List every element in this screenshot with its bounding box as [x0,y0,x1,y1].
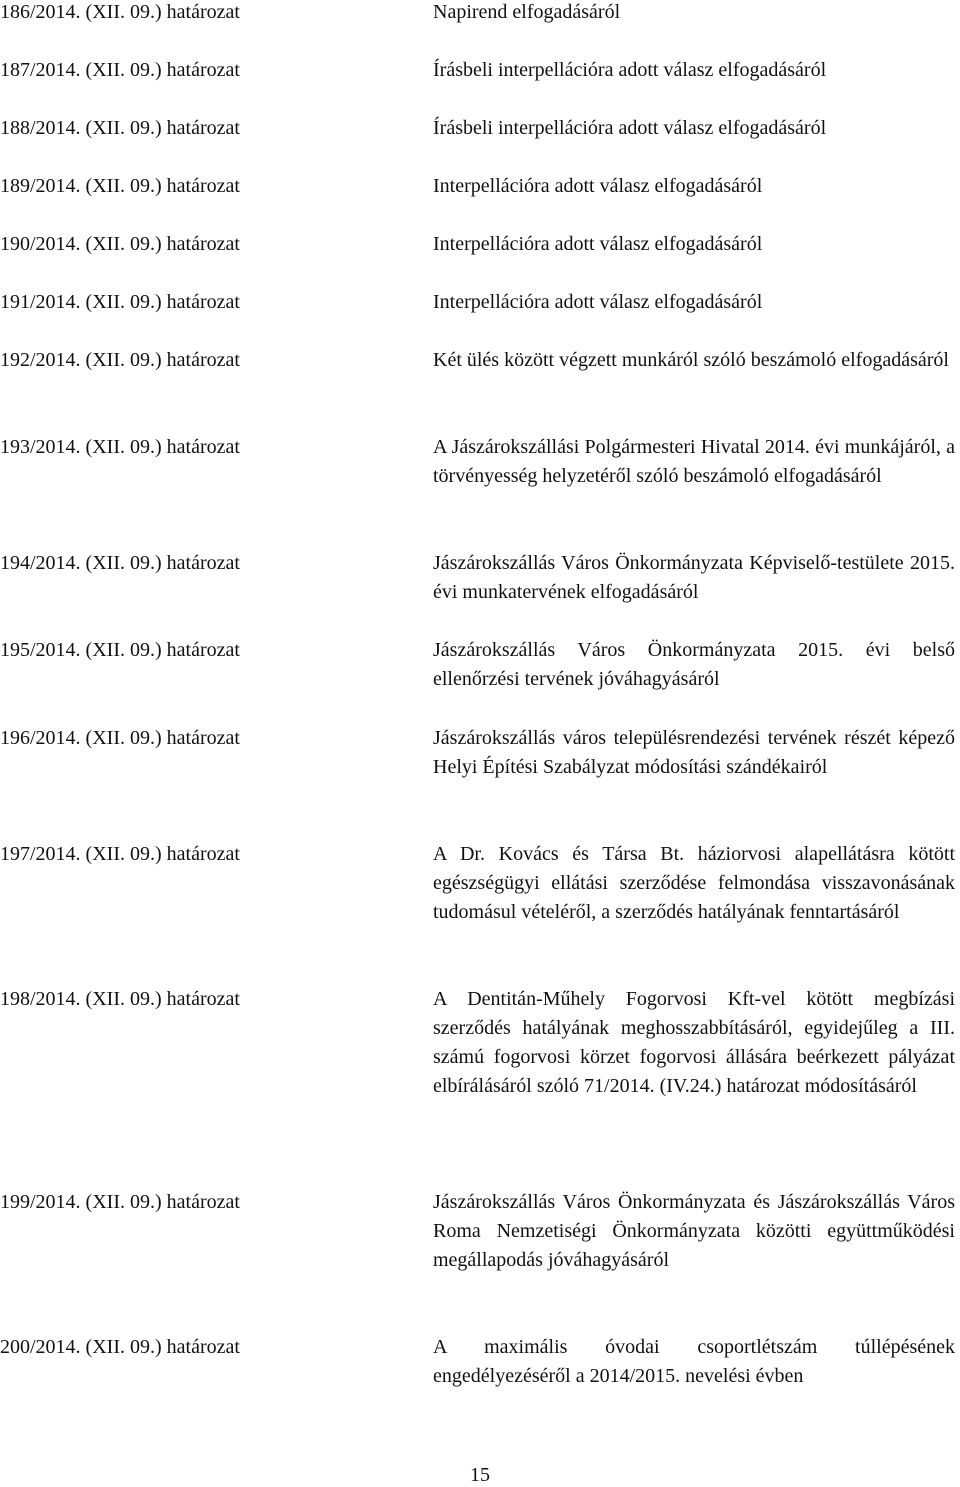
resolution-number: 186/2014. (XII. 09.) határozat [0,1,240,23]
resolution-title: Írásbeli interpellációra adott válasz elfogadásáról [433,59,827,81]
resolution-title: Napirend elfogadásáról [433,1,621,23]
resolution-title: Jászárokszállás Város Önkormányzata és Jászárokszállás Város Roma Nemzetiségi Önkormányzata közötti együttműködési megállapodás jóváhagyásáról [433,1191,955,1271]
resolution-title: Interpellációra adott válasz elfogadásáról [433,175,763,197]
resolution-title: Jászárokszállás Város Önkormányzata Képviselő-testülete 2015. évi munkatervének elfogadásáról [433,552,955,603]
resolution-title: Interpellációra adott válasz elfogadásáról [433,233,763,255]
resolution-number: 200/2014. (XII. 09.) határozat [0,1336,240,1358]
resolution-title: Jászárokszállás Város Önkormányzata 2015. évi belső ellenőrzési tervének jóváhagyásáról [433,639,955,690]
resolution-title: Interpellációra adott válasz elfogadásáról [433,291,763,313]
resolution-title: A Dr. Kovács és Társa Bt. háziorvosi alapellátásra kötött egészségügyi ellátási szerződése felmondása visszavonásának tudomásul vételéről, a szerződés hatályának fenntartásáról [433,843,955,923]
resolution-number: 189/2014. (XII. 09.) határozat [0,175,240,197]
resolution-number: 199/2014. (XII. 09.) határozat [0,1191,240,1213]
resolution-number: 192/2014. (XII. 09.) határozat [0,349,240,371]
resolution-title: Írásbeli interpellációra adott válasz elfogadásáról [433,117,827,139]
resolution-number: 196/2014. (XII. 09.) határozat [0,727,240,749]
resolution-number: 187/2014. (XII. 09.) határozat [0,59,240,81]
resolution-number: 191/2014. (XII. 09.) határozat [0,291,240,313]
page-number: 15 [470,1464,490,1486]
resolution-number: 195/2014. (XII. 09.) határozat [0,639,240,661]
resolution-number: 188/2014. (XII. 09.) határozat [0,117,240,139]
resolution-title: A Jászárokszállási Polgármesteri Hivatal 2014. évi munkájáról, a törvényesség helyzetéről szóló beszámoló elfogadásáról [433,436,955,487]
resolution-title: A maximális óvodai csoportlétszám túllépésének engedélyezéséről a 2014/2015. nevelési évben [433,1336,955,1387]
resolution-title: A Dentitán-Műhely Fogorvosi Kft-vel kötött megbízási szerződés hatályának meghosszabbításáról, egyidejűleg a III. számú fogorvosi körzet fogorvosi állására beérkezett pályázat elbírálásáról szóló 71/2014. (IV.24.) határozat módosításáról [433,988,955,1097]
resolution-number: 198/2014. (XII. 09.) határozat [0,988,240,1010]
resolution-number: 197/2014. (XII. 09.) határozat [0,843,240,865]
resolution-number: 190/2014. (XII. 09.) határozat [0,233,240,255]
resolution-number: 193/2014. (XII. 09.) határozat [0,436,240,458]
resolution-number: 194/2014. (XII. 09.) határozat [0,552,240,574]
resolution-title: Jászárokszállás város településrendezési tervének részét képező Helyi Építési Szabályzat módosítási szándékairól [433,727,955,778]
resolution-title: Két ülés között végzett munkáról szóló beszámoló elfogadásáról [433,349,949,371]
